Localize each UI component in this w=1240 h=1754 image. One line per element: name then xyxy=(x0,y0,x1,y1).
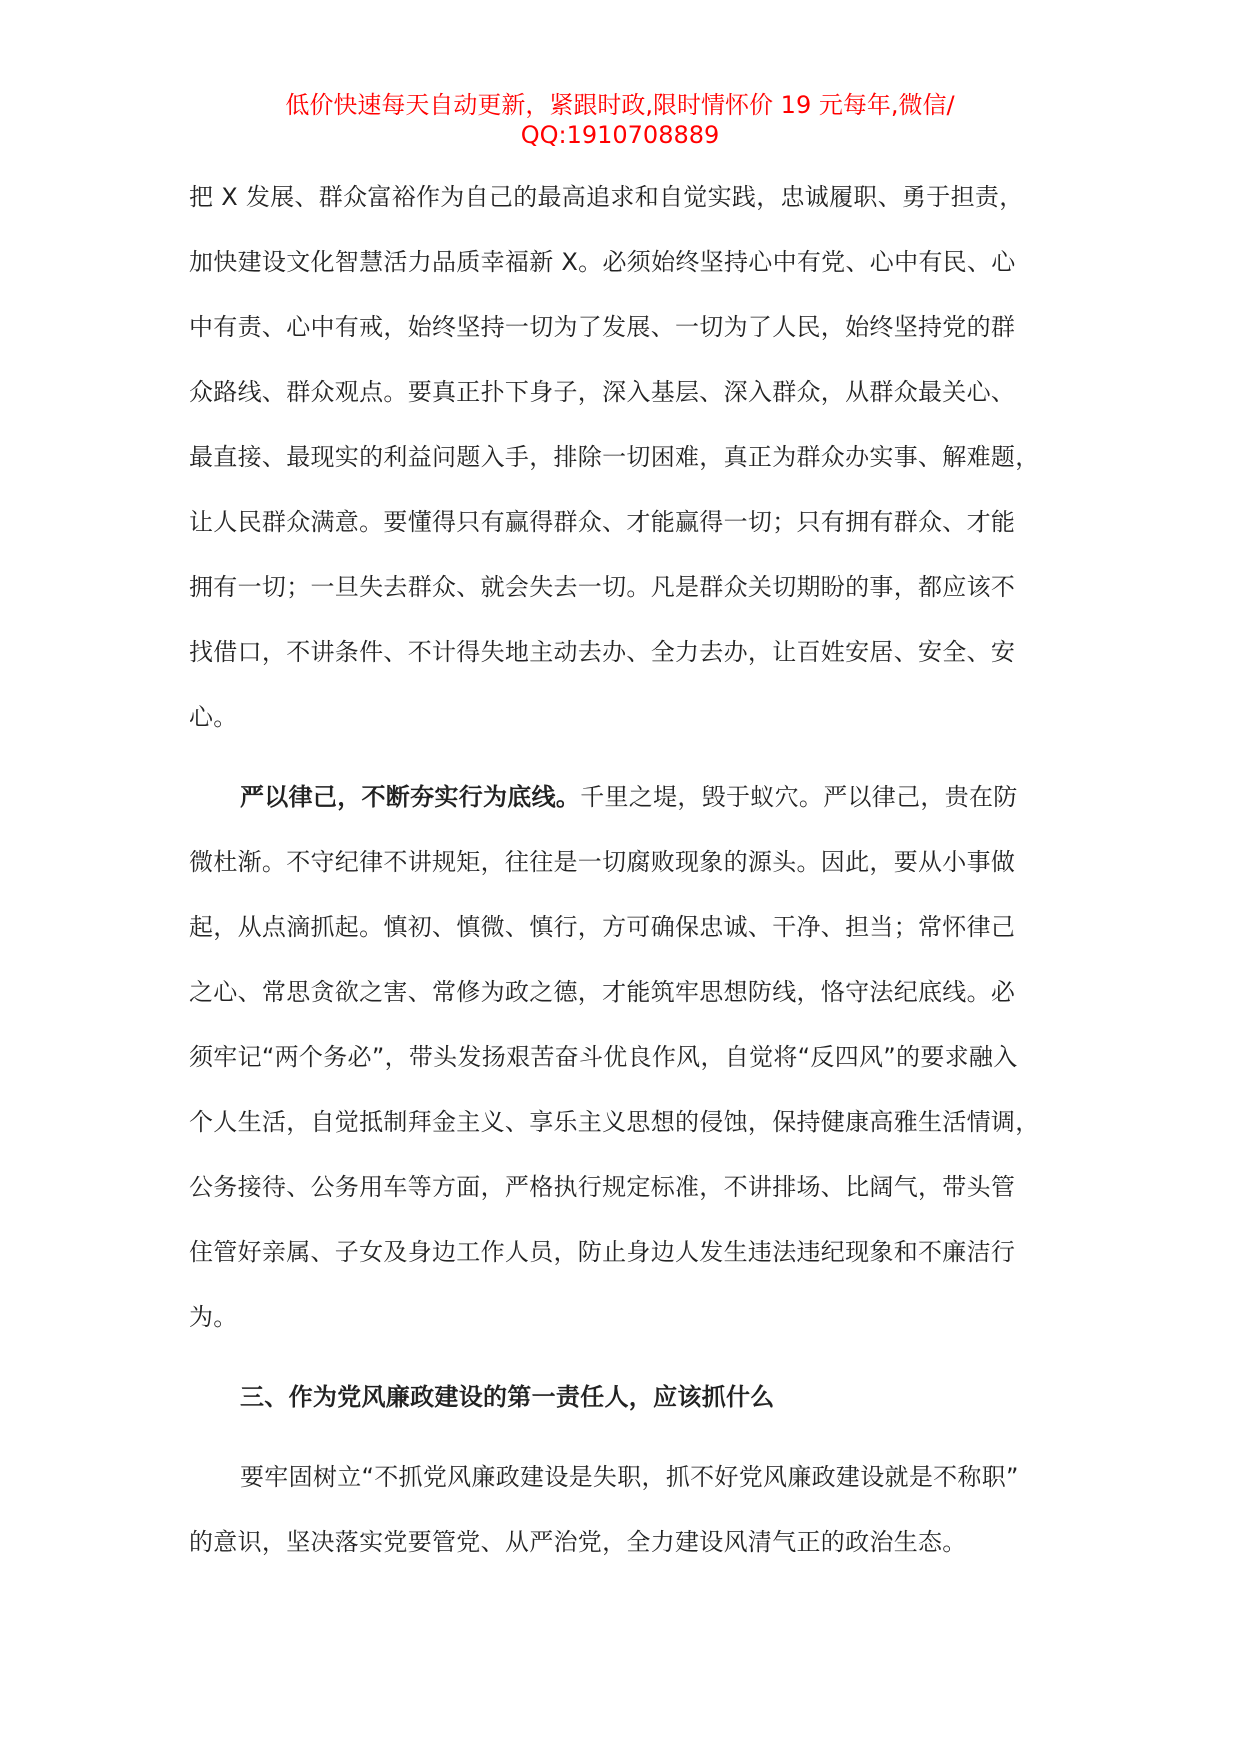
paragraph-line: 起，从点滴抓起。慎初、慎微、慎行，方可确保忠诚、干净、担当；常怀律己 xyxy=(189,913,1016,941)
paragraph-line: 之心、常思贪欲之害、常修为政之德，才能筑牢思想防线，恪守法纪底线。必 xyxy=(189,978,1016,1006)
paragraph-line: 为。 xyxy=(189,1303,238,1331)
promo-header-line2: QQ:1910708889 xyxy=(520,121,720,149)
paragraph-lead-rest: 千里之堤，毁于蚁穴。严以律己，贵在防 xyxy=(580,783,1018,811)
paragraph-line: 把 X 发展、群众富裕作为自己的最高追求和自觉实践，忠诚履职、勇于担责， xyxy=(189,183,1024,211)
paragraph-line: 加快建设文化智慧活力品质幸福新 X。必须始终坚持心中有党、心中有民、心 xyxy=(189,248,1016,276)
document-body xyxy=(189,165,1089,1575)
paragraph-line: 个人生活，自觉抵制拜金主义、享乐主义思想的侵蚀，保持健康高雅生活情调， xyxy=(189,1108,1040,1136)
paragraph-line: 的意识，坚决落实党要管党、从严治党，全力建设风清气正的政治生态。 xyxy=(189,1528,967,1556)
paragraph-2 xyxy=(189,765,1089,1350)
paragraph-first-line xyxy=(189,765,1089,830)
promo-header-line1: 低价快速每天自动更新，紧跟时政,限时情怀价 19 元每年,微信/ xyxy=(285,91,955,119)
paragraph-lead-bold: 严以律己，不断夯实行为底线。 xyxy=(240,783,581,811)
paragraph-line: 拥有一切；一旦失去群众、就会失去一切。凡是群众关切期盼的事，都应该不 xyxy=(189,573,1016,601)
paragraph-line: 要牢固树立“不抓党风廉政建设是失职，抓不好党风廉政建设就是不称职” xyxy=(240,1463,1019,1491)
paragraph-line: 众路线、群众观点。要真正扑下身子，深入基层、深入群众，从群众最关心、 xyxy=(189,378,1016,406)
paragraph-1 xyxy=(189,165,1089,750)
paragraph-line: 心。 xyxy=(189,703,238,731)
paragraph-line: 中有责、心中有戒，始终坚持一切为了发展、一切为了人民，始终坚持党的群 xyxy=(189,313,1016,341)
paragraph-line: 找借口，不讲条件、不计得失地主动去办、全力去办，让百姓安居、安全、安 xyxy=(189,638,1016,666)
paragraph-line: 公务接待、公务用车等方面，严格执行规定标准，不讲排场、比阔气，带头管 xyxy=(189,1173,1016,1201)
section-heading: 三、作为党风廉政建设的第一责任人，应该抓什么 xyxy=(240,1383,775,1411)
paragraph-line: 住管好亲属、子女及身边工作人员，防止身边人发生违法违纪现象和不廉洁行 xyxy=(189,1238,1016,1266)
paragraph-line: 最直接、最现实的利益问题入手，排除一切困难，真正为群众办实事、解难题， xyxy=(189,443,1040,471)
promo-header xyxy=(0,90,1240,150)
paragraph-line: 须牢记“两个务必”，带头发扬艰苦奋斗优良作风，自觉将“反四风”的要求融入 xyxy=(189,1043,1018,1071)
paragraph-line: 让人民群众满意。要懂得只有赢得群众、才能赢得一切；只有拥有群众、才能 xyxy=(189,508,1016,536)
paragraph-line: 微杜渐。不守纪律不讲规矩，往往是一切腐败现象的源头。因此，要从小事做 xyxy=(189,848,1016,876)
paragraph-3 xyxy=(189,1445,1089,1575)
